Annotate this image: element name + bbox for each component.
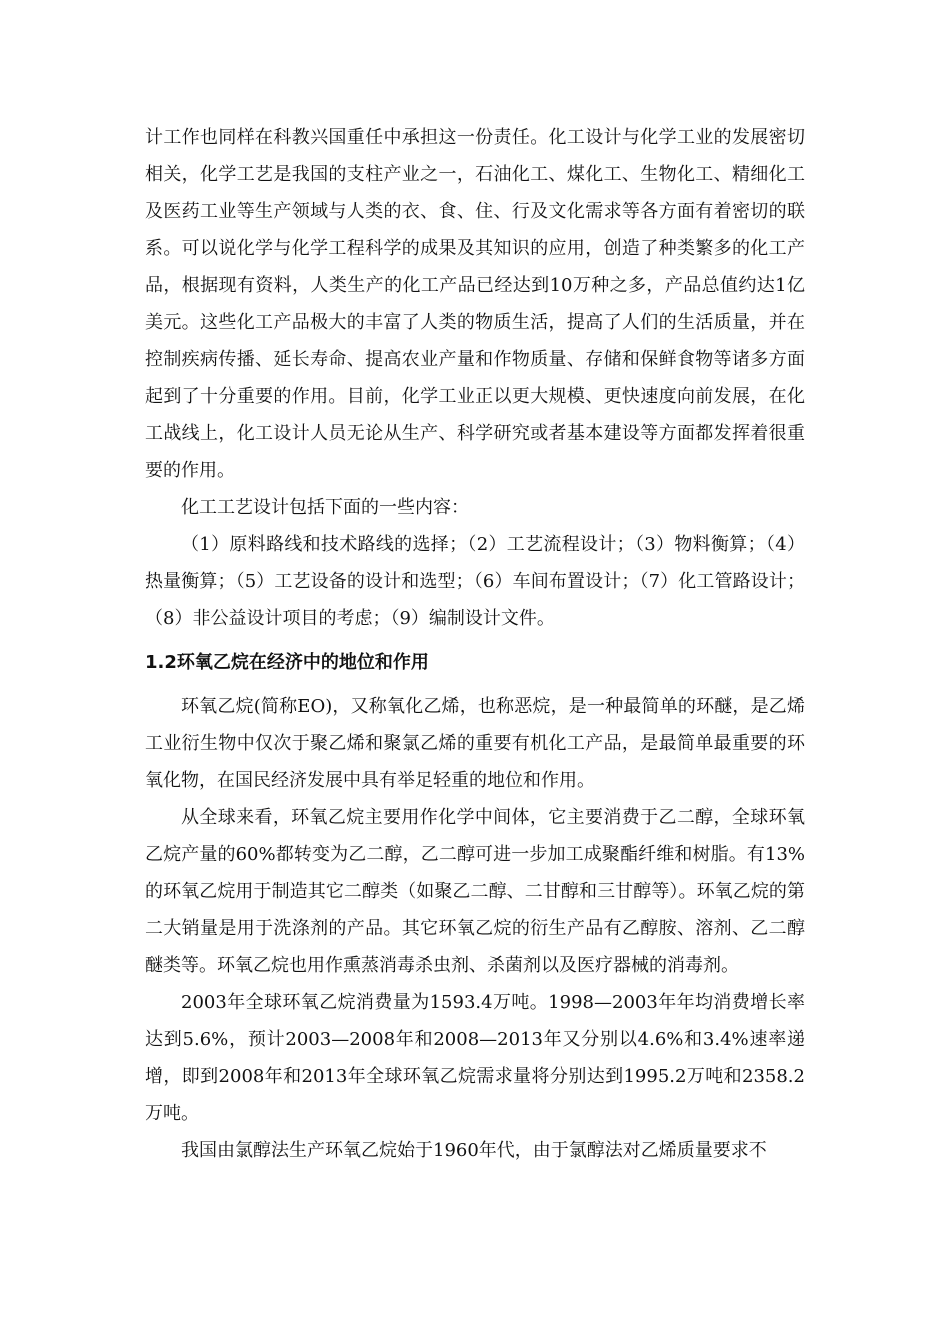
paragraph-eo-consumption: 2003年全球环氧乙烷消费量为1593.4万吨。1998—2003年年均消费增长率达到5.6%，预计2003—2008年和2008—2013年又分别以4.6%和3.4%速率递增，即到2008年和2013年全球环氧乙烷需求量将分别达到1995.2万吨和2358.2万吨。 (145, 992, 805, 1124)
paragraph-design-contents-intro: 化工工艺设计包括下面的一些内容： (181, 497, 469, 518)
section-heading: 1.2环氧乙烷在经济中的地位和作用 (145, 652, 429, 673)
document-body (145, 119, 805, 1169)
paragraph-design-responsibility: 计工作也同样在科教兴国重任中承担这一份责任。化工设计与化学工业的发展密切相关，化学工艺是我国的支柱产业之一，石油化工、煤化工、生物化工、精细化工及医药工业等生产领域与人类的衣、食、住、行及文化需求等各方面有着密切的联系。可以说化学与化学工程科学的成果及其知识的应用，创造了种类繁多的化工产品，根据现有资料，人类生产的化工产品已经达到10万种之多，产品总值约达1亿美元。这些化工产品极大的丰富了人类的物质生活，提高了人们的生活质量，并在控制疾病传播、延长寿命、提高农业产量和作物质量、存储和保鲜食物等诸多方面起到了十分重要的作用。目前，化学工业正以更大规模、更快速度向前发展，在化工战线上，化工设计人员无论从生产、科学研究或者基本建设等方面都发挥着很重要的作用。 (145, 127, 805, 481)
paragraph-eo-global-use: 从全球来看，环氧乙烷主要用作化学中间体，它主要消费于乙二醇，全球环氧乙烷产量的60%都转变为乙二醇，乙二醇可进一步加工成聚酯纤维和树脂。有13%的环氧乙烷用于制造其它二醇类（如聚乙二醇、二甘醇和三甘醇等）。环氧乙烷的第二大销量是用于洗涤剂的产品。其它环氧乙烷的衍生产品有乙醇胺、溶剂、乙二醇醚类等。环氧乙烷也用作熏蒸消毒杀虫剂、杀菌剂以及医疗器械的消毒剂。 (145, 807, 805, 976)
paragraph-design-contents-list: （1）原料路线和技术路线的选择；（2）工艺流程设计；（3）物料衡算；（4）热量衡算；（5）工艺设备的设计和选型；（6）车间布置设计；（7）化工管路设计；（8）非公益设计项目的考虑；（9）编制设计文件。 (145, 534, 805, 629)
paragraph-eo-definition: 环氧乙烷(简称EO)，又称氧化乙烯，也称恶烷，是一种最简单的环醚，是乙烯工业衍生物中仅次于聚乙烯和聚氯乙烯的重要有机化工产品，是最简单最重要的环氧化物，在国民经济发展中具有举足轻重的地位和作用。 (145, 696, 805, 791)
paragraph-eo-china-history: 我国由氯醇法生产环氧乙烷始于1960年代，由于氯醇法对乙烯质量要求不 (181, 1140, 767, 1161)
